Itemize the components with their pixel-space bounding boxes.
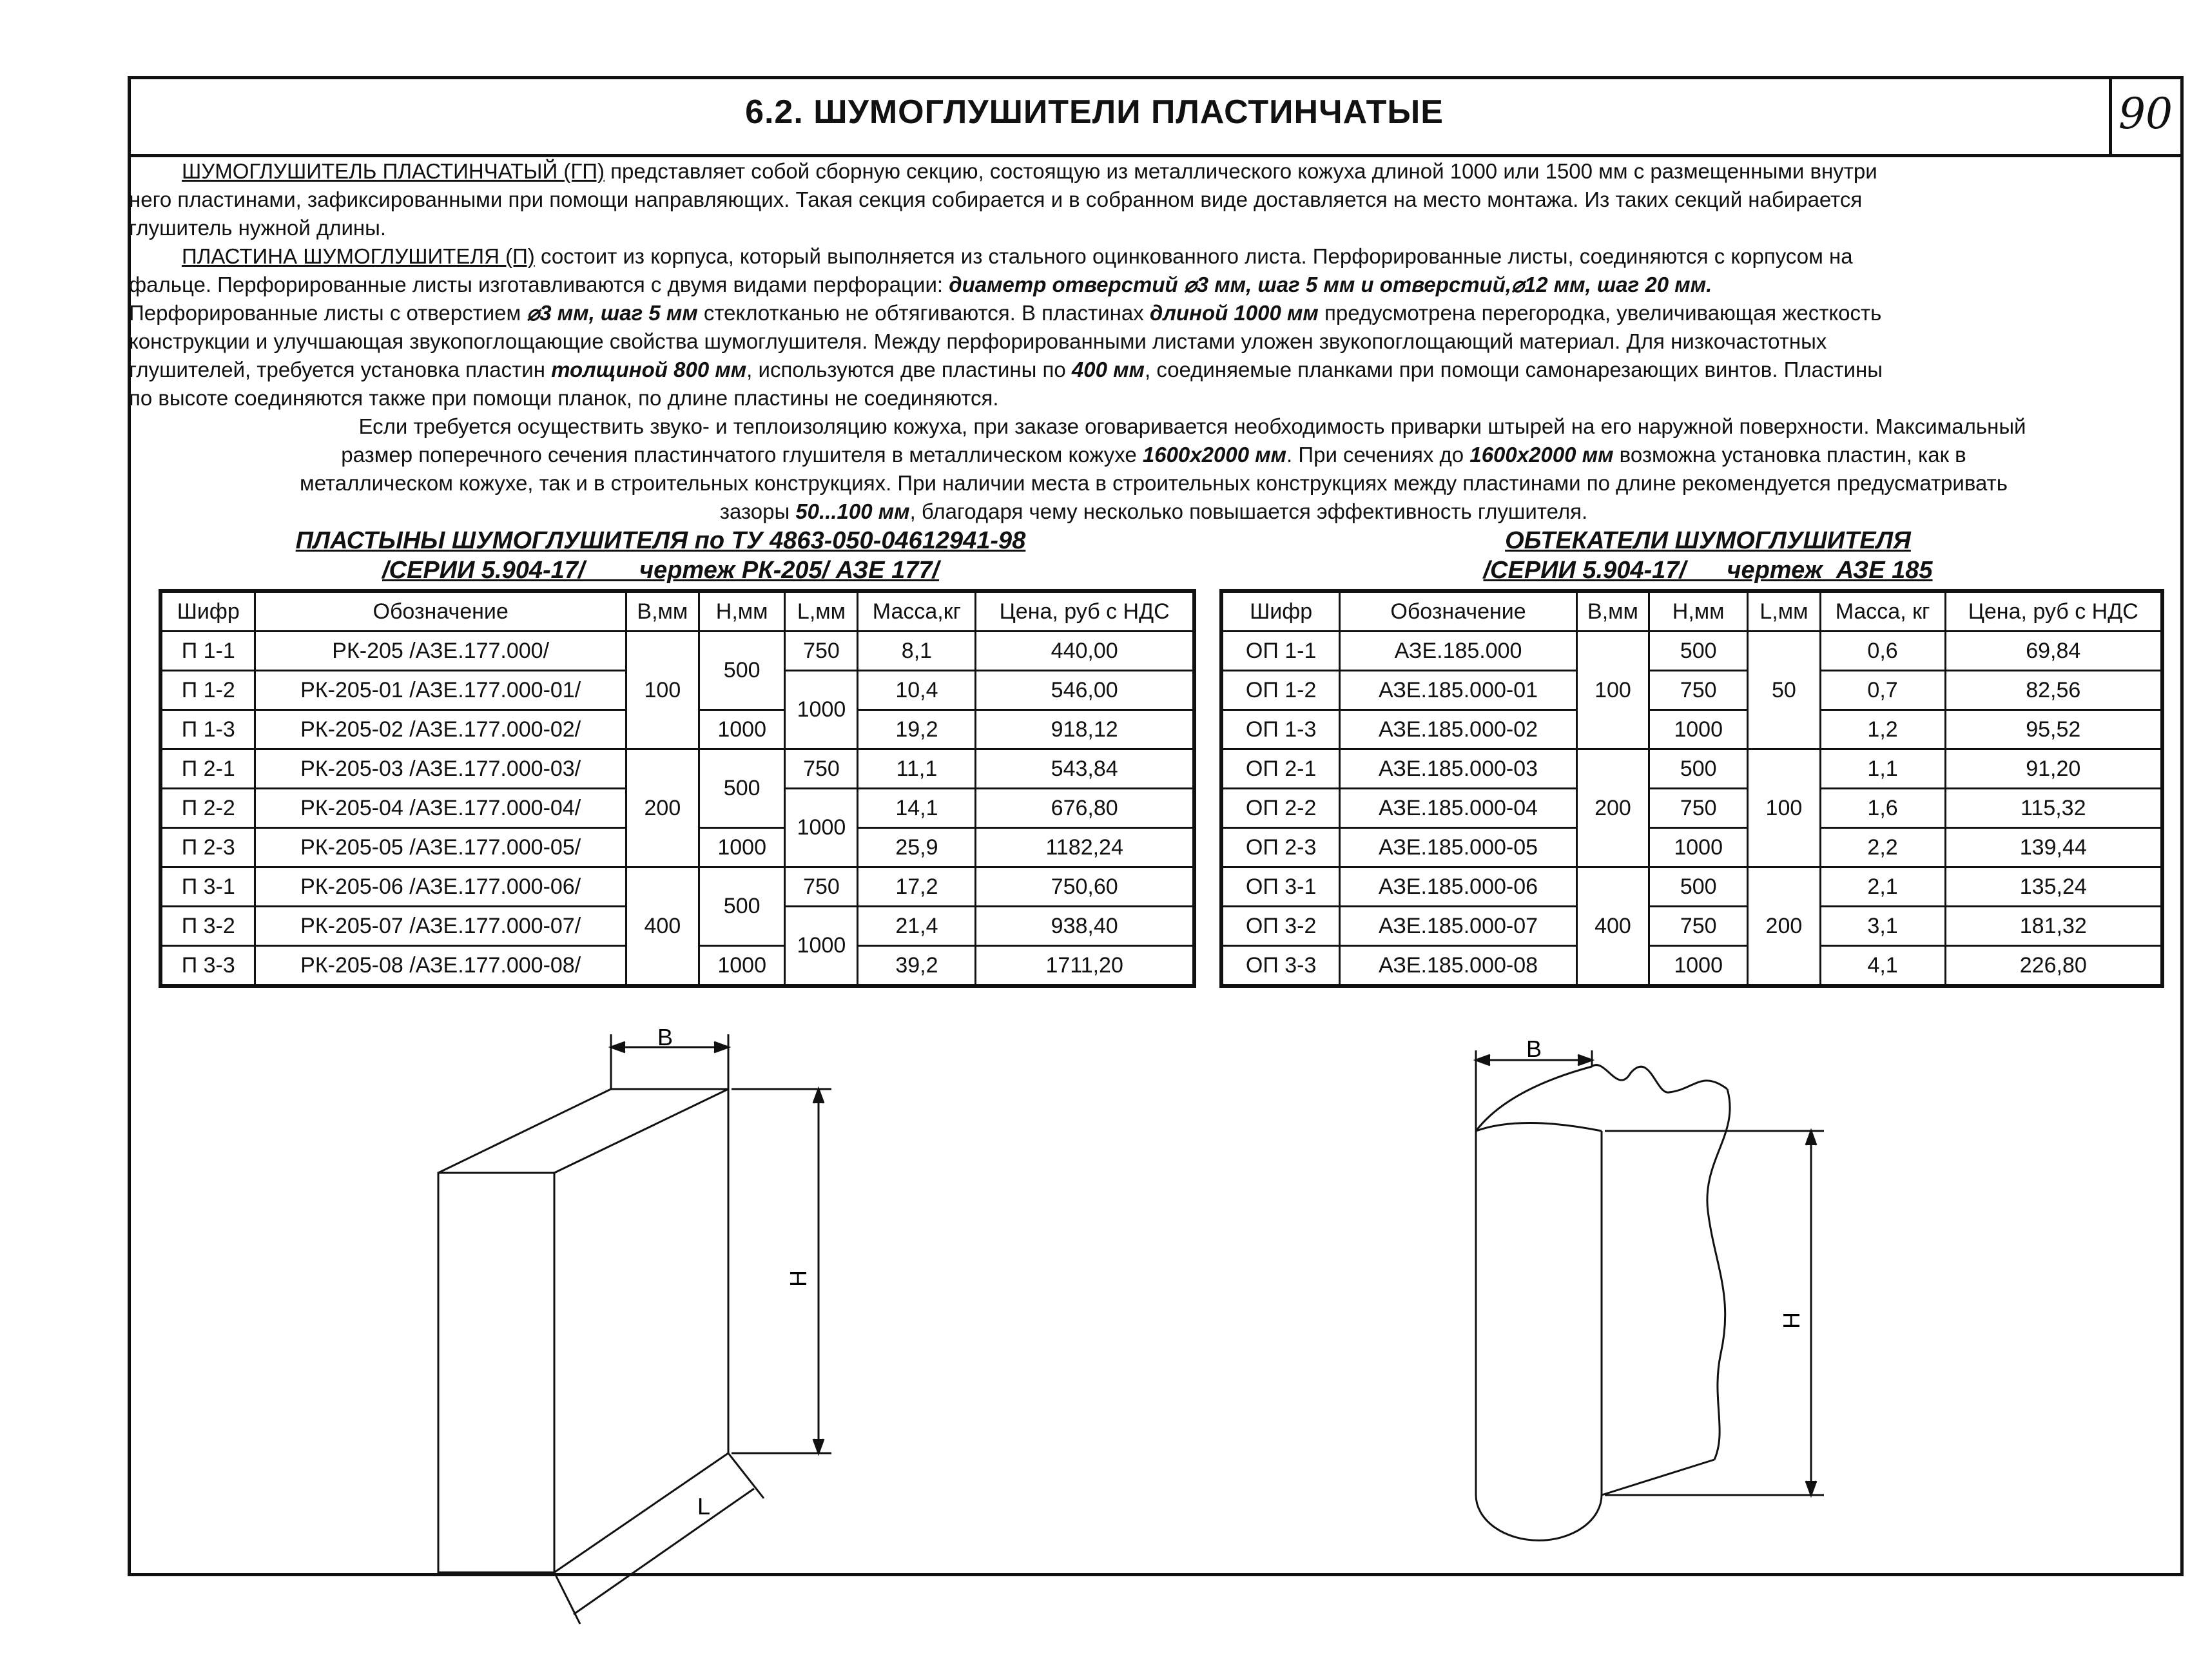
table-row: П 3-3 РК-205-08 /АЗЕ.177.000-08/ 1000 39,2 1711,20 — [160, 946, 1194, 987]
col-header: Цена, руб с НДС — [976, 591, 1194, 632]
table-row: ОП 2-2 АЗЕ.185.000-04 750 1,6 115,32 — [1221, 789, 2162, 828]
fairing-label-h: H — [1778, 1312, 1805, 1329]
table-row: П 1-3 РК-205-02 /АЗЕ.177.000-02/ 1000 19,2 918,12 — [160, 710, 1194, 749]
term-plate: ПЛАСТИНА ШУМОГЛУШИТЕЛЯ (П) — [182, 244, 535, 268]
table-row: ОП 1-1 АЗЕ.185.000 100 500 50 0,6 69,84 — [1221, 632, 2162, 671]
intro-paragraph-2: ПЛАСТИНА ШУМОГЛУШИТЕЛЯ (П) состоит из корпуса, который выполняется из стального оцинкованного листа. Перфорированные листы, соединяются с корпусом на фальце. Перфорированные листы изготавливаются с двумя видами перфорации: диаметр отверстий ⌀3 мм, шаг 5 мм и отверстий,⌀12 мм, шаг 20 мм. Перфорированные листы с отверстием ⌀3 мм, шаг 5 мм стеклотканью не обтягиваются. В пластинах длиной 1000 мм предусмотрена перегородка, увеличивающая жесткость конструкции и улучшающая звукопоглощающие свойства шумоглушителя. Между перфорированными листами уложен звукопоглощающий материал. Для низкочастотных глушителей, требуется установка пластин толщиной 800 мм, используются две пластины по 400 мм, соединяемые планками при помощи самонарезающих винтов. Пластины по высоте соединяются также при помощи планок, по длине пластины не соединяются. — [129, 244, 1883, 410]
fairing-drawing — [1476, 1050, 1824, 1540]
col-header: Н,мм — [1649, 591, 1748, 632]
table-row: П 1-1 РК-205 /АЗЕ.177.000/ 100 500 750 8,1 440,00 — [160, 632, 1194, 671]
plate-label-h: H — [785, 1270, 811, 1287]
table-row: П 2-2 РК-205-04 /АЗЕ.177.000-04/ 1000 14,1 676,80 — [160, 789, 1194, 828]
col-header: Шифр — [160, 591, 255, 632]
page-title: 6.2. ШУМОГЛУШИТЕЛИ ПЛАСТИНЧАТЫЕ — [745, 93, 1444, 131]
plate-label-b: B — [657, 1024, 674, 1050]
col-header: В,мм — [1576, 591, 1649, 632]
col-header: Н,мм — [699, 591, 785, 632]
table-row: ОП 3-2 АЗЕ.185.000-07 750 3,1 181,32 — [1221, 907, 2162, 946]
col-header: Масса, кг — [1820, 591, 1945, 632]
col-header: L,мм — [785, 591, 858, 632]
table-row: ОП 2-1 АЗЕ.185.000-03 200 500 100 1,1 91,20 — [1221, 749, 2162, 789]
table-row: П 3-2 РК-205-07 /АЗЕ.177.000-07/ 1000 21,4 938,40 — [160, 907, 1194, 946]
intro-paragraph-3: Если требуется осуществить звуко- и теплоизоляцию кожуха, при заказе оговаривается необходимость приварки штырей на его наружной поверхности. Максимальный размер поперечного сечения пластинчатого глушителя в металлическом кожухе 1600х2000 мм. При сечениях до 1600х2000 мм возможна установка пластин, как в металлическом кожухе, так и в строительных конструкциях. При наличии места в строительных конструкциях между пластинами по длине рекомендуется предусматривать зазоры 50...100 мм, благодаря чему несколько повышается эффективность глушителя. — [300, 414, 2026, 523]
col-header: В,мм — [626, 591, 699, 632]
page-number: 90 — [2118, 89, 2173, 139]
table-row: П 2-3 РК-205-05 /АЗЕ.177.000-05/ 1000 25,9 1182,24 — [160, 828, 1194, 867]
fairing-label-b: B — [1526, 1036, 1542, 1062]
col-header: Обозначение — [1340, 591, 1577, 632]
intro-paragraph-1: ШУМОГЛУШИТЕЛЬ ПЛАСТИНЧАТЫЙ (ГП) представляет собой сборную секцию, состоящую из металлического кожуха длиной 1000 или 1500 мм с размещенными внутри него пластинами, зафиксированными при помощи направляющих. Такая секция собирается и в собранном виде доставляется на место монтажа. Из таких секций набирается глушитель нужной длины. — [129, 159, 1877, 240]
table-row: П 2-1 РК-205-03 /АЗЕ.177.000-03/ 200 500 750 11,1 543,84 — [160, 749, 1194, 789]
table-row: ОП 3-1 АЗЕ.185.000-06 400 500 200 2,1 135,24 — [1221, 867, 2162, 907]
table-row: П 1-2 РК-205-01 /АЗЕ.177.000-01/ 1000 10,4 546,00 — [160, 671, 1194, 710]
table-row: ОП 3-3 АЗЕ.185.000-08 1000 4,1 226,80 — [1221, 946, 2162, 987]
plates-table-title: ПЛАСТЫНЫ ШУМОГЛУШИТЕЛЯ по ТУ 4863-050-04612941-98 /СЕРИИ 5.904-17/ чертеж РК-205/ АЗЕ 177/ — [295, 527, 1026, 584]
table-row: ОП 1-2 АЗЕ.185.000-01 750 0,7 82,56 — [1221, 671, 2162, 710]
col-header: Масса,кг — [858, 591, 976, 632]
col-header: Цена, руб с НДС — [1945, 591, 2162, 632]
term-gp: ШУМОГЛУШИТЕЛЬ ПЛАСТИНЧАТЫЙ (ГП) — [182, 159, 605, 183]
col-header: Шифр — [1221, 591, 1340, 632]
table-row: ОП 2-3 АЗЕ.185.000-05 1000 2,2 139,44 — [1221, 828, 2162, 867]
col-header: Обозначение — [255, 591, 626, 632]
col-header: L,мм — [1748, 591, 1820, 632]
table-row: П 3-1 РК-205-06 /АЗЕ.177.000-06/ 400 500 750 17,2 750,60 — [160, 867, 1194, 907]
plate-drawing — [438, 1034, 831, 1624]
fairings-table-title: ОБТЕКАТЕЛИ ШУМОГЛУШИТЕЛЯ /СЕРИИ 5.904-17/ чертеж АЗЕ 185 — [1483, 527, 1933, 584]
plate-label-l: L — [697, 1493, 711, 1520]
table-row: ОП 1-3 АЗЕ.185.000-02 1000 1,2 95,52 — [1221, 710, 2162, 749]
